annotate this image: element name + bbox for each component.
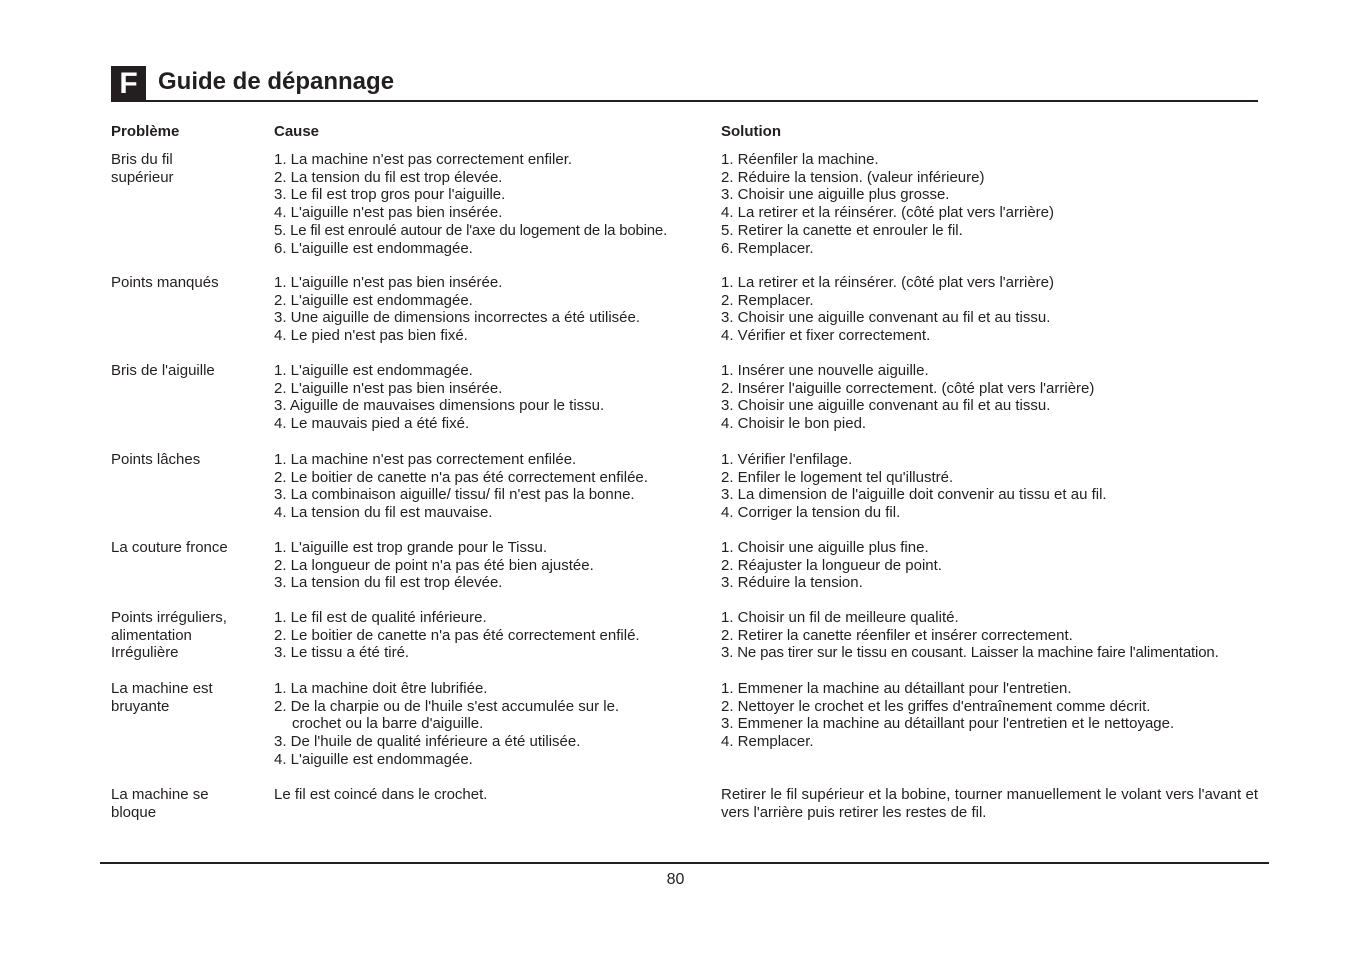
- cause-item: 6. L'aiguille est endommagée.: [274, 239, 473, 257]
- problem-cell: [111, 786, 261, 821]
- cause-cell: [274, 680, 709, 769]
- problem-line: Bris de l'aiguille: [111, 362, 215, 379]
- solution-cell: [721, 786, 1266, 821]
- solution-item: 4. Vérifier et fixer correctement.: [721, 327, 931, 345]
- solution-item: 3. Choisir une aiguille plus grosse.: [721, 186, 950, 204]
- solution-item: 3. Ne pas tirer sur le tissu en cousant. Laisser la machine faire l'alimentation.: [721, 644, 1219, 662]
- solution-item: 1. Insérer une nouvelle aiguille.: [721, 362, 929, 379]
- cause-item: 1. La machine doit être lubrifiée.: [274, 680, 488, 697]
- cause-cell: [274, 786, 709, 804]
- cause-cell: [274, 362, 709, 433]
- solution-item: 1. Vérifier l'enfilage.: [721, 451, 853, 468]
- cause-item: 4. L'aiguille est endommagée.: [274, 750, 473, 768]
- solution-item: 1. Emmener la machine au détaillant pour l'entretien.: [721, 680, 1072, 697]
- cause-cell: [274, 451, 709, 522]
- cause-item: 1. L'aiguille est endommagée.: [274, 362, 473, 379]
- solution-item: 4. Choisir le bon pied.: [721, 415, 867, 433]
- solution-item: 1. Choisir une aiguille plus fine.: [721, 539, 929, 556]
- problem-cell: [111, 151, 261, 186]
- problem-line: bruyante: [111, 697, 170, 715]
- solution-item: 2. Remplacer.: [721, 291, 814, 309]
- section-letter-badge: F: [111, 66, 146, 100]
- solution-item: 3. Choisir une aiguille convenant au fil et au tissu.: [721, 309, 1051, 327]
- problem-line: supérieur: [111, 168, 174, 186]
- cause-item: 3. Le tissu a été tiré.: [274, 644, 410, 662]
- solution-item: 1. Choisir un fil de meilleure qualité.: [721, 609, 959, 626]
- cause-item: 1. La machine n'est pas correctement enfilée.: [274, 451, 577, 468]
- solution-cell: [721, 151, 1266, 257]
- problem-line: La couture fronce: [111, 539, 228, 556]
- cause-item: 1. Le fil est de qualité inférieure.: [274, 609, 487, 626]
- page-header: [111, 66, 1258, 102]
- cause-item: 4. L'aiguille n'est pas bien insérée.: [274, 204, 503, 222]
- cause-item: 3. Aiguille de mauvaises dimensions pour le tissu.: [274, 397, 605, 415]
- problem-line: Bris du fil: [111, 151, 173, 168]
- cause-item: 1. La machine n'est pas correctement enfiler.: [274, 151, 573, 168]
- solution-item: 3. Réduire la tension.: [721, 574, 863, 592]
- solution-item: 3. Emmener la machine au détaillant pour l'entretien et le nettoyage.: [721, 715, 1175, 733]
- footer-rule: [100, 862, 1269, 864]
- cause-item: 4. Le mauvais pied a été fixé.: [274, 415, 470, 433]
- cause-item: 4. Le pied n'est pas bien fixé.: [274, 327, 468, 345]
- problem-line: bloque: [111, 803, 157, 821]
- solution-paragraph: Retirer le fil supérieur et la bobine, tourner manuellement le volant vers l'avant et vers l'arrière puis retirer les restes de fil.: [721, 786, 1258, 821]
- problem-cell: [111, 451, 261, 469]
- cause-cell: [274, 274, 709, 345]
- cause-item: 3. De l'huile de qualité inférieure a été utilisée.: [274, 733, 581, 751]
- solution-item: 2. Retirer la canette réenfiler et insérer correctement.: [721, 626, 1073, 644]
- cause-cell: [274, 151, 709, 257]
- problem-line: Points irréguliers,: [111, 609, 227, 626]
- solution-cell: [721, 680, 1266, 751]
- solution-item: 1. Réenfiler la machine.: [721, 151, 879, 168]
- cause-item: 4. La tension du fil est mauvaise.: [274, 504, 493, 522]
- cause-cell: [274, 539, 709, 592]
- cause-cell: [274, 609, 709, 662]
- solution-item: 3. La dimension de l'aiguille doit convenir au tissu et au fil.: [721, 486, 1107, 504]
- solution-cell: [721, 609, 1266, 662]
- cause-item: 3. Une aiguille de dimensions incorrectes a été utilisée.: [274, 309, 641, 327]
- solution-item: 2. Réajuster la longueur de point.: [721, 556, 942, 574]
- solution-item: 2. Réduire la tension. (valeur inférieure): [721, 168, 985, 186]
- problem-line: La machine se: [111, 786, 209, 803]
- problem-line: La machine est: [111, 680, 213, 697]
- solution-item: 4. Corriger la tension du fil.: [721, 504, 901, 522]
- column-header-cause: Cause: [274, 123, 320, 140]
- problem-cell: [111, 362, 261, 380]
- cause-item: 3. La combinaison aiguille/ tissu/ fil n'est pas la bonne.: [274, 486, 635, 504]
- cause-item: 2. Le boitier de canette n'a pas été correctement enfilé.: [274, 626, 640, 644]
- problem-line: Points lâches: [111, 451, 201, 468]
- cause-item: 2. La longueur de point n'a pas été bien ajustée.: [274, 556, 594, 574]
- cause-item: 2. L'aiguille n'est pas bien insérée.: [274, 379, 503, 397]
- solution-cell: [721, 362, 1266, 433]
- problem-line: alimentation: [111, 626, 192, 644]
- problem-cell: [111, 274, 261, 292]
- column-header-solution: Solution: [721, 123, 781, 140]
- solution-cell: [721, 539, 1266, 592]
- solution-item: 4. Remplacer.: [721, 733, 814, 751]
- problem-cell: [111, 609, 261, 662]
- page-title: Guide de dépannage: [158, 68, 395, 95]
- cause-item: 1. L'aiguille n'est pas bien insérée.: [274, 274, 503, 291]
- cause-item: 1. L'aiguille est trop grande pour le Tissu.: [274, 539, 548, 556]
- page-number: 80: [666, 871, 685, 888]
- cause-item: 2. De la charpie ou de l'huile s'est accumulée sur le.: [274, 697, 620, 715]
- problem-cell: [111, 680, 261, 715]
- solution-item: 1. La retirer et la réinsérer. (côté plat vers l'arrière): [721, 274, 1054, 291]
- cause-item: 3. La tension du fil est trop élevée.: [274, 574, 503, 592]
- solution-item: 2. Insérer l'aiguille correctement. (côté plat vers l'arrière): [721, 379, 1095, 397]
- solution-item: 2. Nettoyer le crochet et les griffes d'entraînement comme décrit.: [721, 697, 1151, 715]
- cause-item: 2. L'aiguille est endommagée.: [274, 291, 473, 309]
- solution-item: 6. Remplacer.: [721, 239, 814, 257]
- solution-item: 4. La retirer et la réinsérer. (côté plat vers l'arrière): [721, 204, 1054, 222]
- column-header-problem: Problème: [111, 123, 180, 140]
- cause-item: 5. Le fil est enroulé autour de l'axe du logement de la bobine.: [274, 221, 668, 239]
- problem-line: Irrégulière: [111, 644, 179, 662]
- cause-item-continuation: crochet ou la barre d'aiguille.: [292, 715, 484, 733]
- cause-item: 2. Le boitier de canette n'a pas été correctement enfilée.: [274, 468, 648, 486]
- solution-item: 3. Choisir une aiguille convenant au fil et au tissu.: [721, 397, 1051, 415]
- cause-item: Le fil est coincé dans le crochet.: [274, 786, 488, 803]
- problem-line: Points manqués: [111, 274, 219, 291]
- cause-item: 2. La tension du fil est trop élevée.: [274, 168, 503, 186]
- solution-item: 5. Retirer la canette et enrouler le fil.: [721, 221, 963, 239]
- solution-item: 2. Enfiler le logement tel qu'illustré.: [721, 468, 954, 486]
- solution-cell: [721, 274, 1266, 345]
- solution-cell: [721, 451, 1266, 522]
- problem-cell: [111, 539, 261, 557]
- cause-item: 3. Le fil est trop gros pour l'aiguille.: [274, 186, 506, 204]
